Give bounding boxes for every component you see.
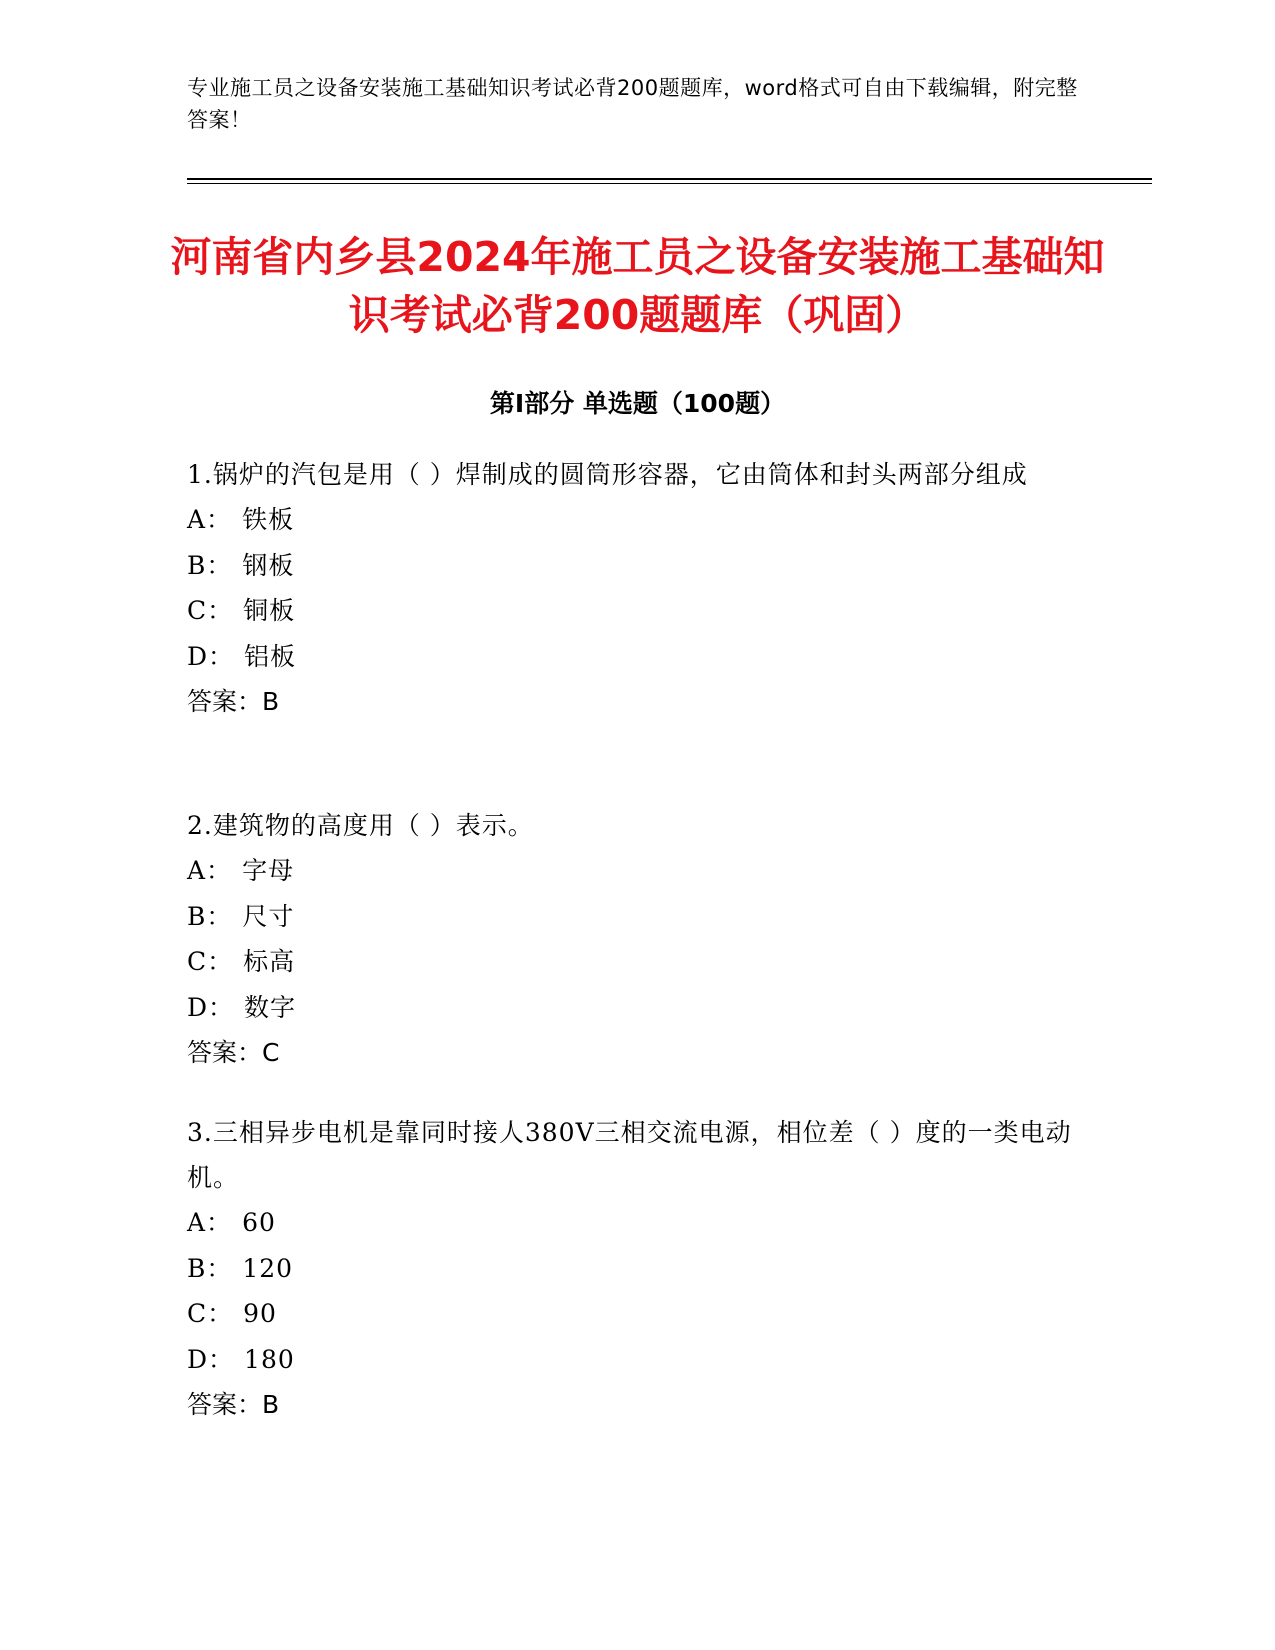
option-text: 铝板 (244, 641, 297, 671)
option-text: 60 (242, 1208, 276, 1237)
option-text: 尺寸 (242, 901, 295, 931)
question-3 (187, 1110, 1087, 1427)
option-key: A： (187, 1208, 233, 1237)
option-text: 钢板 (242, 550, 295, 580)
header-note: 专业施工员之设备安装施工基础知识考试必背200题题库，word格式可自由下载编辑，附完整答案！ (187, 76, 1078, 132)
option-key: C： (187, 596, 234, 625)
question-stem: 1.锅炉的汽包是用（ ）焊制成的圆筒形容器，它由筒体和封头两部分组成 (187, 460, 1028, 489)
option-d (187, 985, 1087, 1031)
option-key: B： (187, 550, 233, 580)
option-c (187, 588, 1087, 634)
option-a (187, 497, 1087, 543)
option-key: D： (187, 1344, 235, 1374)
option-d (187, 1337, 1087, 1383)
option-text: 标高 (243, 947, 296, 976)
header-divider (187, 178, 1152, 180)
option-c (187, 939, 1087, 985)
option-text: 铁板 (242, 505, 295, 534)
option-key: C： (187, 947, 234, 976)
option-text: 铜板 (243, 596, 296, 625)
header-divider-thin (187, 183, 1152, 184)
option-text: 180 (244, 1344, 295, 1374)
option-text: 字母 (242, 856, 295, 885)
option-a (187, 848, 1087, 894)
option-key: A： (187, 856, 233, 885)
option-b (187, 894, 1087, 940)
option-key: B： (187, 901, 233, 931)
question-stem: 3.三相异步电机是靠同时接人380V三相交流电源，相位差（ ）度的一类电动机。 (187, 1118, 1072, 1192)
answer: 答案：C (187, 1038, 280, 1067)
option-b (187, 1246, 1087, 1292)
option-key: D： (187, 992, 235, 1022)
option-text: 120 (242, 1253, 294, 1283)
option-text: 数字 (244, 992, 297, 1022)
option-text: 90 (243, 1299, 277, 1328)
answer: 答案：B (187, 687, 280, 716)
option-b (187, 543, 1087, 589)
option-d (187, 634, 1087, 680)
section-heading: 第Ⅰ部分 单选题（100题） (489, 389, 786, 418)
answer: 答案：B (187, 1390, 280, 1419)
question-2 (187, 803, 1087, 1075)
document-title: 河南省内乡县2024年施工员之设备安装施工基础知识考试必背200题题库（巩固） (170, 233, 1105, 339)
option-key: B： (187, 1253, 233, 1283)
option-c (187, 1291, 1087, 1337)
option-key: D： (187, 641, 235, 671)
option-key: A： (187, 505, 233, 534)
option-key: C： (187, 1299, 234, 1328)
question-stem: 2.建筑物的高度用（ ）表示。 (187, 811, 534, 840)
option-a (187, 1200, 1087, 1246)
question-1 (187, 452, 1087, 724)
